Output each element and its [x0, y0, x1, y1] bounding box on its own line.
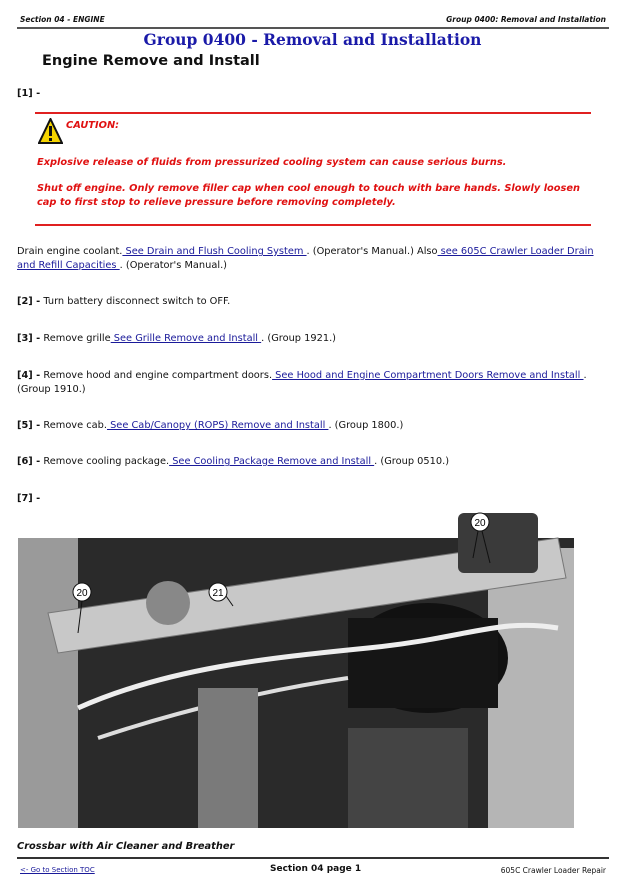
step-number: [6] -	[17, 456, 41, 467]
link-cab-canopy[interactable]: See Cab/Canopy (ROPS) Remove and Install	[106, 420, 329, 431]
step-text: Remove cooling package.	[43, 456, 170, 467]
step-1	[17, 87, 617, 101]
step-6	[17, 455, 617, 469]
caution-line-1: Explosive release of fluids from pressurized cooling system can cause serious burns.	[37, 157, 507, 168]
section-toc-link[interactable]: <- Go to Section TOC	[20, 866, 95, 874]
step-7	[17, 492, 617, 506]
svg-text:20: 20	[76, 588, 88, 599]
page-number: Section 04 page 1	[270, 864, 362, 874]
svg-text:20: 20	[474, 518, 486, 529]
caution-line-2: Shut off engine. Only remove filler cap when cool enough to touch with bare hands. Slowly loosen cap to first stop to relieve pressure before removing completely.	[37, 183, 580, 208]
step-2	[17, 295, 617, 309]
header-section: Section 04 - ENGINE	[20, 15, 105, 24]
document-title: 605C Crawler Loader Repair	[500, 866, 606, 875]
caution-label: CAUTION:	[66, 120, 120, 131]
caution-bottom-rule	[35, 224, 591, 226]
step-number: [2] -	[17, 296, 41, 307]
link-cooling-package[interactable]: See Cooling Package Remove and Install	[169, 456, 375, 467]
link-drain-flush[interactable]: See Drain and Flush Cooling System	[122, 246, 307, 257]
link-hood-doors[interactable]: See Hood and Engine Compartment Doors Remove and Install	[272, 370, 584, 381]
step-ref: . (Group 1910.)	[17, 370, 587, 395]
step-ref: . (Group 1921.)	[261, 333, 336, 344]
step-ref: . (Group 0510.)	[374, 456, 450, 467]
footer-rule	[17, 857, 609, 859]
step-number: [5] -	[17, 420, 41, 431]
step-number: [1] -	[17, 88, 41, 99]
warning-triangle-icon	[38, 118, 63, 145]
step-number: [4] -	[17, 370, 41, 381]
step-3	[17, 332, 617, 346]
drain-text-post: . (Operator's Manual.)	[119, 260, 228, 271]
step-text: Remove hood and engine compartment doors.	[43, 370, 273, 381]
section-heading: Engine Remove and Install	[42, 53, 260, 69]
header-group: Group 0400: Removal and Installation	[446, 15, 606, 24]
header-rule	[17, 27, 609, 29]
page-title: Group 0400 - Removal and Installation	[143, 30, 482, 49]
caution-top-rule	[35, 112, 591, 114]
step-text: Turn battery disconnect switch to OFF.	[43, 296, 231, 307]
link-drain-refill-capacities[interactable]: see 605C Crawler Loader Drain and Refill Capacities	[17, 246, 594, 271]
step-number: [3] -	[17, 333, 41, 344]
drain-instruction	[17, 245, 609, 273]
drain-text-mid: . (Operator's Manual.) Also	[306, 246, 438, 257]
figure-caption: Crossbar with Air Cleaner and Breather	[17, 841, 235, 852]
engine-crossbar-photo	[18, 508, 574, 828]
step-5	[17, 419, 617, 433]
step-4	[17, 369, 609, 397]
drain-text: Drain engine coolant.	[17, 246, 123, 257]
step-ref: . (Group 1800.)	[328, 420, 404, 431]
step-text: Remove cab.	[43, 420, 107, 431]
link-grille[interactable]: See Grille Remove and Install	[110, 333, 262, 344]
step-text: Remove grille	[43, 333, 111, 344]
svg-text:21: 21	[212, 588, 224, 599]
step-number: [7] -	[17, 493, 41, 504]
